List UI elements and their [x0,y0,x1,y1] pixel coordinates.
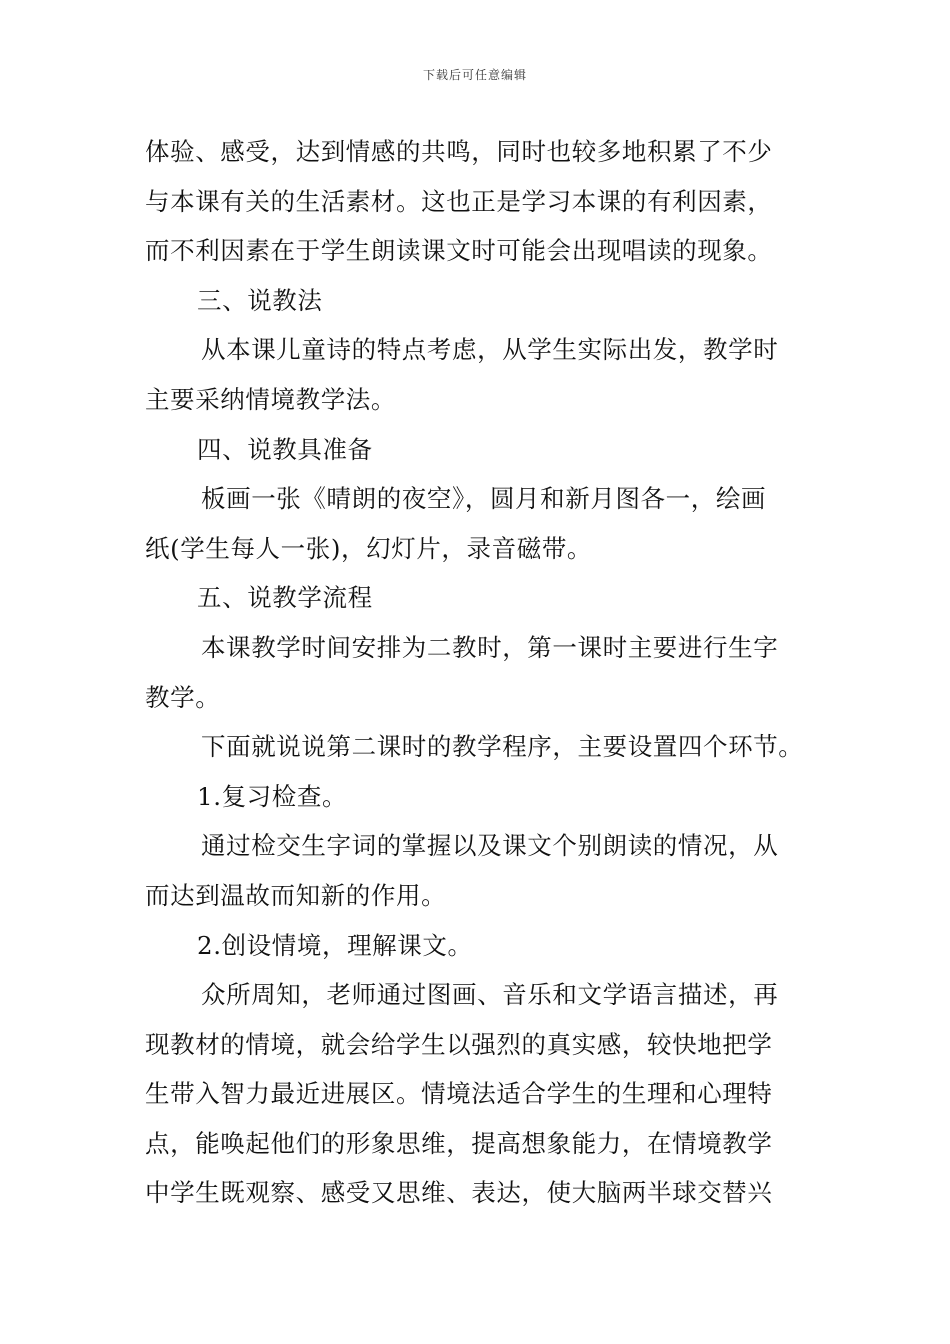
page-header: 下载后可任意编辑 [422,68,527,82]
section-heading: 三、说教法 [197,285,323,315]
paragraph-line: 板画一张《晴朗的夜空》，圆月和新月图各一，绘画 [201,484,767,514]
paragraph-line: 众所周知，老师通过图画、音乐和文学语言描述，再 [201,980,779,1010]
subsection-heading: 2.创设情境，理解课文。 [197,930,473,960]
paragraph-line: 纸(学生每人一张)，幻灯片，录音磁带。 [145,533,593,563]
subsection-heading: 1.复习检查。 [197,781,348,811]
document-body [145,127,810,1218]
paragraph-line: 本课教学时间安排为二教时，第一课时主要进行生字 [201,632,779,662]
paragraph-line: 从本课儿童诗的特点考虑，从学生实际出发，教学时 [201,335,779,365]
paragraph-line: 主要采纳情境教学法。 [145,384,396,414]
section-heading: 四、说教具准备 [197,434,373,464]
paragraph-line: 与本课有关的生活素材。这也正是学习本课的有利因素， [145,186,773,216]
paragraph-line: 体验、感受，达到情感的共鸣，同时也较多地积累了不少 [145,137,773,166]
paragraph-line: 现教材的情境，就会给学生以强烈的真实感，较快地把学 [145,1029,773,1059]
paragraph-line: 教学。 [145,682,221,712]
paragraph-line: 而不利因素在于学生朗读课文时可能会出现唱读的现象。 [145,236,773,266]
section-heading: 五、说教学流程 [197,583,373,613]
paragraph-line: 下面就说说第二课时的教学程序，主要设置四个环节。 [201,732,804,762]
paragraph-line: 生带入智力最近进展区。情境法适合学生的生理和心理特 [145,1079,773,1109]
paragraph-line: 而达到温故而知新的作用。 [145,880,447,910]
paragraph-line: 点，能唤起他们的形象思维，提高想象能力，在情境教学 [145,1128,773,1158]
paragraph-line: 中学生既观察、感受又思维、表达，使大脑两半球交替兴 [145,1178,773,1208]
paragraph-line: 通过检交生字词的掌握以及课文个别朗读的情况，从 [201,831,779,861]
